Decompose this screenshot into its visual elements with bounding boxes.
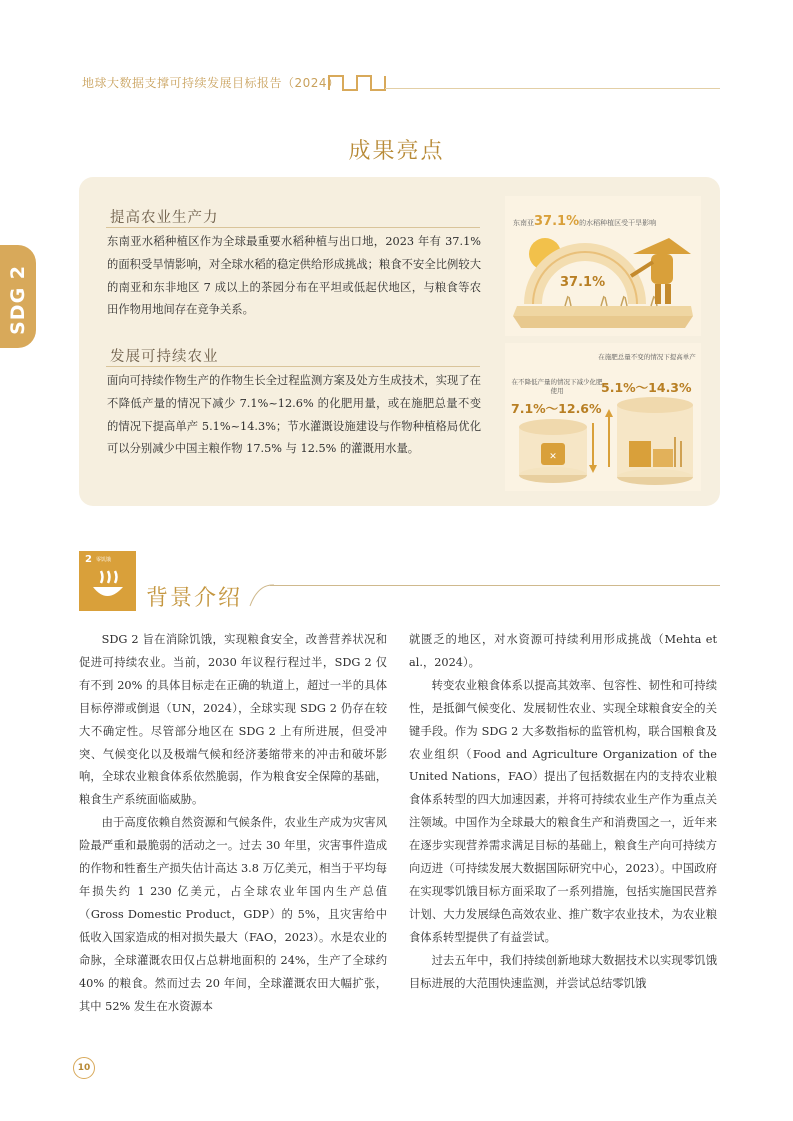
background-rule bbox=[270, 585, 720, 586]
sdg-side-tab bbox=[0, 245, 36, 348]
left-value: 7.1%～12.6% bbox=[511, 401, 602, 416]
right-value: 5.1%～14.3% bbox=[601, 380, 692, 395]
rice-field-drought-icon bbox=[505, 196, 701, 336]
left-caption: 在不降低产量的情况下减少化肥使用 bbox=[511, 378, 603, 395]
background-heading: 背景介绍 bbox=[146, 586, 243, 611]
section-divider bbox=[106, 227, 480, 228]
section-heading-productivity: 提高农业生产力 bbox=[110, 210, 219, 226]
page-number: 10 bbox=[73, 1057, 95, 1079]
right-column bbox=[409, 629, 717, 996]
section-divider bbox=[106, 366, 480, 367]
paragraph: SDG 2 旨在消除饥饿，实现粮食安全，改善营养状况和促进可持续农业。当前，2030 年议程行程过半，SDG 2 仅有不到 20% 的具体目标走在正确的轨道上，超过一半的具体目标停滞或倒退（UN，2024），全球实现 SDG 2 仍存在较大不确定性。尽管部分地区在 SDG 2 上有所进展，但受冲突、气候变化以及极端气候和经济萎缩带来的冲击和破坏影响，全球农业粮食体系依然脆弱，作为粮食安全保障的基础，粮食生产系统面临威胁。 bbox=[79, 633, 387, 807]
heading-swoosh-icon bbox=[246, 578, 276, 608]
svg-text:✕: ✕ bbox=[549, 452, 557, 462]
drought-caption: 东南亚37.1%的水稻种植区受干旱影响 bbox=[513, 214, 657, 229]
header-rule bbox=[385, 88, 720, 89]
paragraph: 过去五年中，我们持续创新地球大数据技术以实现零饥饿目标进展的大范围快速监测，并尝试总结零饥饿 bbox=[409, 953, 717, 990]
drought-badge: 37.1% bbox=[560, 275, 606, 290]
section-heading-sustainable: 发展可持续农业 bbox=[110, 349, 219, 365]
header-decoration-icon bbox=[327, 70, 387, 92]
left-column bbox=[79, 629, 387, 1018]
drought-value: 37.1% bbox=[534, 214, 580, 229]
page-title: 成果亮点 bbox=[348, 139, 445, 164]
bowl-icon bbox=[79, 551, 136, 611]
running-header: 地球大数据支撑可持续发展目标报告（2024） bbox=[82, 76, 340, 90]
fertilizer-illustration bbox=[505, 343, 701, 491]
paragraph: 转变农业粮食体系以提高其效率、包容性、韧性和可持续性，是抵御气候变化、发展韧性农业、实现全球粮食安全的关键手段。作为 SDG 2 大多数指标的监管机构，联合国粮食及农业组织（Food and Agriculture Organization of the United Nations，FAO）提出了包括数据在内的支持农业粮食体系转型的四大加速因素，并将可持续农业生产作为重点关注领域。中国作为全球最大的粮食生产和消费国之一，近年来在逐步实现营养需求满足目标的基础上，粮食生产向可持续方向迈进（可持续发展大数据国际研究中心，2023）。中国政府在实现零饥饿目标方面采取了一系列措施，包括实施国民营养计划、大力发展绿色高效农业、推广数字农业技术，为农业粮食体系转型提供了有益尝试。 bbox=[409, 678, 717, 944]
sdg-side-tab-label: SDG 2 bbox=[7, 265, 29, 335]
drought-illustration bbox=[505, 196, 701, 336]
right-caption: 在施肥总量不变的情况下提高单产 bbox=[598, 353, 696, 361]
section-body-sustainable: 面向可持续作物生产的作物生长全过程监测方案及处方生成技术，实现了在不降低产量的情况下减少 7.1%~12.6% 的化肥用量，或在施肥总量不变的情况下提高单产 5.1%~14.3%；节水灌溉设施建设与作物种植格局优化可以分别减少中国主粮作物 17.5% 与 12.5% 的灌溉用水量。 bbox=[107, 374, 481, 456]
paragraph: 就匮乏的地区，对水资源可持续利用形成挑战（Mehta et al.，2024）。 bbox=[409, 633, 717, 669]
section-body-productivity: 东南亚水稻种植区作为全球最重要水稻种植与出口地，2023 年有 37.1% 的面积受旱情影响，对全球水稻的稳定供给形成挑战；粮食不安全比例较大的南亚和东非地区 7 成以上的茶园分布在平坦或低起伏地区，与粮食等农田作物用地间存在竞争关系。 bbox=[107, 235, 481, 317]
sdg2-zero-hunger-icon: 2 零饥饿 bbox=[79, 551, 136, 611]
fertilizer-cylinders-icon bbox=[505, 343, 701, 491]
paragraph: 由于高度依赖自然资源和气候条件，农业生产成为灾害风险最严重和最脆弱的活动之一。过去 30 年里，灾害事件造成的作物和牲畜生产损失估计高达 3.8 万亿美元，相当于平均每年损失约 1 230 亿美元，占全球农业年国内生产总值（Gross Domestic Product，GDP）的 5%，且灾害给中低收入国家造成的相对损失最大（FAO，2023）。水是农业的命脉，全球灌溉农田仅占总耕地面积的 24%，生产了全球约 40% 的粮食。然而过去 20 年间，全球灌溉农田大幅扩张，其中 52% 发生在水资源本 bbox=[79, 816, 387, 1013]
